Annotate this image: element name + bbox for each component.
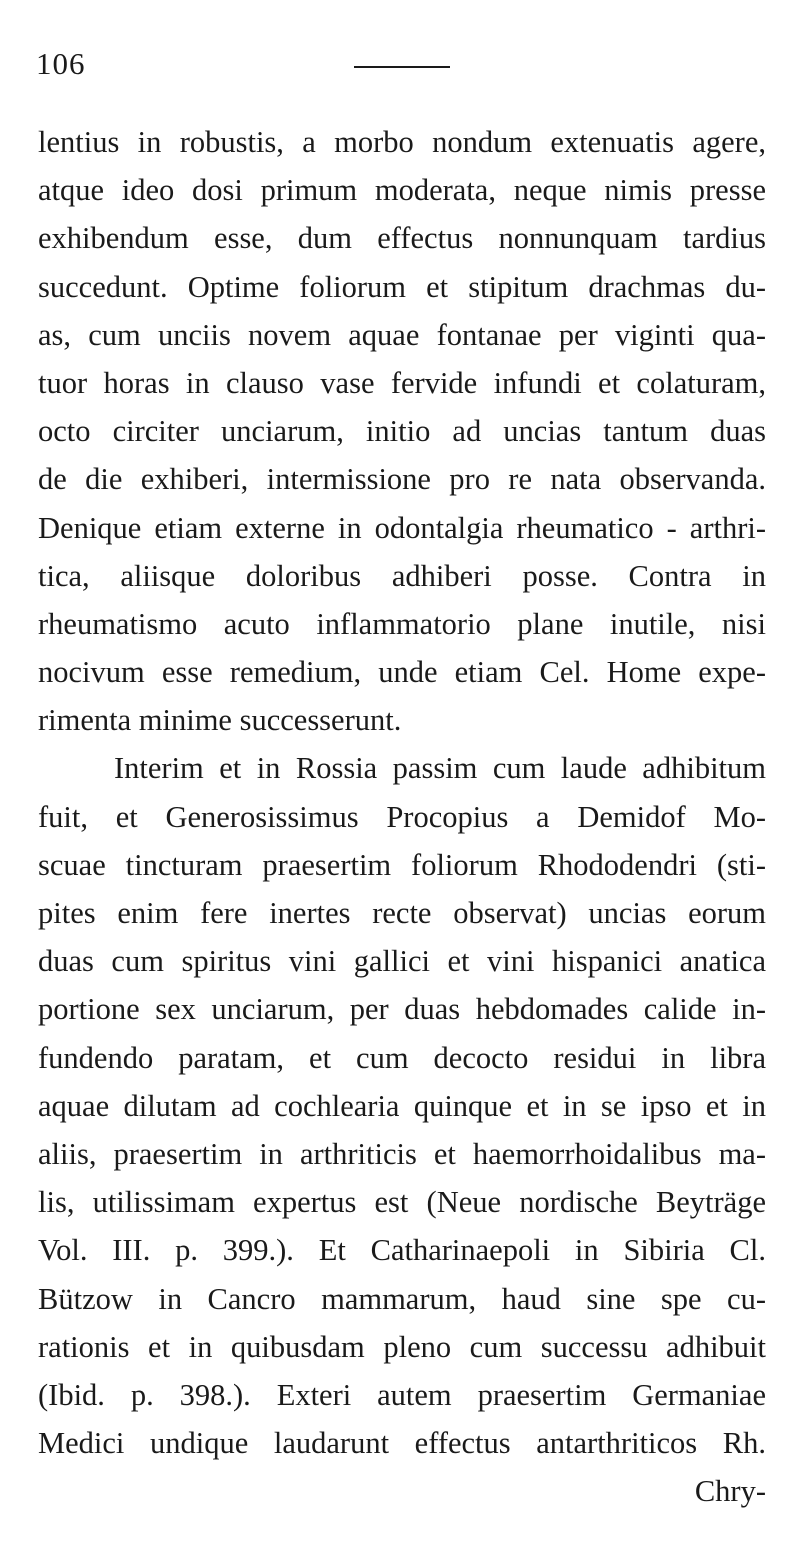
- text-line: rationis et in quibusdam pleno cum successu adhibuit: [38, 1329, 766, 1364]
- text-line: Interim et in Rossia passim cum laude adhibitum: [114, 751, 766, 786]
- text-line: lentius in robustis, a morbo nondum extenuatis agere,: [38, 125, 766, 159]
- text-line: as, cum unciis novem aquae fontanae per viginti qua-: [38, 317, 766, 352]
- header-rule: [354, 66, 450, 68]
- text-line: scuae tincturam praesertim foliorum Rhododendri (sti-: [38, 847, 766, 882]
- text-line: fundendo paratam, et cum decocto residui in libra: [38, 1040, 766, 1075]
- text-line: lis, utilissimam expertus est (Neue nordische Beyträge: [38, 1185, 766, 1220]
- text-line: nocivum esse remedium, unde etiam Cel. Home expe-: [38, 655, 766, 690]
- page-number: 106: [36, 46, 86, 81]
- text-line: aliis, praesertim in arthriticis et haemorrhoidalibus ma-: [38, 1136, 766, 1171]
- paragraph: [38, 744, 766, 1467]
- text-line: Denique etiam externe in odontalgia rheumatico - arthri-: [38, 510, 766, 545]
- text-line: fuit, et Generosissimus Procopius a Demidof Mo-: [38, 799, 766, 834]
- text-line: exhibendum esse, dum effectus nonnunquam tardius: [38, 221, 766, 256]
- text-line: rimenta minime successerunt.: [38, 703, 402, 738]
- text-line: pites enim fere inertes recte observat) uncias eorum: [38, 896, 766, 930]
- text-line: de die exhiberi, intermissione pro re nata observanda.: [38, 462, 766, 497]
- paragraph: [38, 118, 766, 744]
- text-line: rheumatismo acuto inflammatorio plane inutile, nisi: [38, 606, 766, 641]
- catchword: Chry-: [694, 1474, 766, 1509]
- text-line: succedunt. Optime foliorum et stipitum drachmas du-: [38, 269, 766, 304]
- text-line: duas cum spiritus vini gallici et vini hispanici anatica: [38, 944, 766, 979]
- text-line: Medici undique laudarunt effectus antarthriticos Rh.: [38, 1426, 766, 1461]
- text-line: tica, aliisque doloribus adhiberi posse. Contra in: [38, 558, 766, 593]
- page-header: [36, 44, 766, 84]
- text-line: Bützow in Cancro mammarum, haud sine spe cu-: [38, 1281, 766, 1316]
- text-line: Vol. III. p. 399.). Et Catharinaepoli in Sibiria Cl.: [38, 1233, 766, 1268]
- text-line: portione sex unciarum, per duas hebdomades calide in-: [38, 992, 766, 1027]
- text-line: (Ibid. p. 398.). Exteri autem praesertim Germaniae: [38, 1377, 766, 1412]
- text-line: aquae dilutam ad cochlearia quinque et in se ipso et in: [38, 1088, 766, 1123]
- text-line: octo circiter unciarum, initio ad uncias tantum duas: [38, 414, 766, 449]
- text-line: atque ideo dosi primum moderata, neque nimis presse: [38, 173, 766, 208]
- body-text: [38, 118, 766, 1515]
- text-line: tuor horas in clauso vase fervide infundi et colaturam,: [38, 365, 766, 400]
